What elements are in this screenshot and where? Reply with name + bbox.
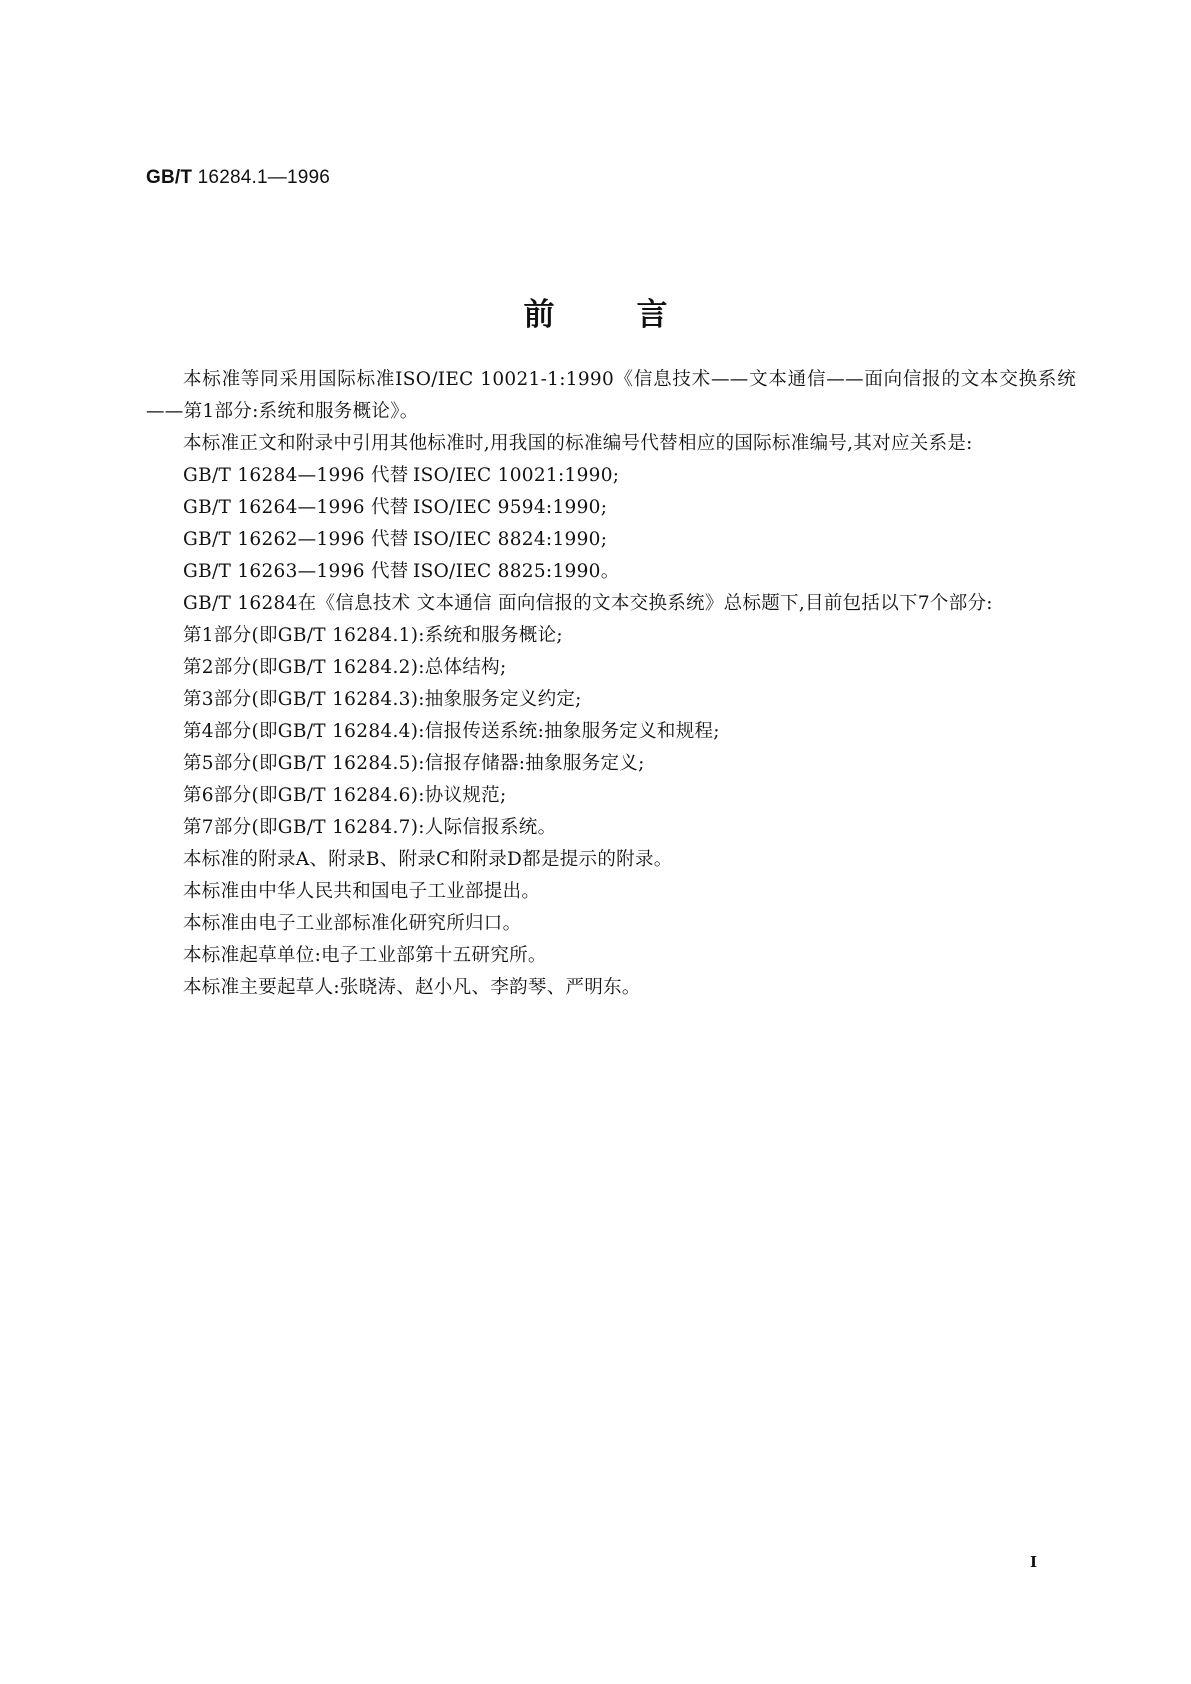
mapping-gb: GB/T 16284—1996 代替 — [183, 465, 409, 486]
drafting-unit: 本标准起草单位:电子工业部第十五研究所。 — [183, 945, 547, 966]
part-list-item: 第3部分(即GB/T 16284.3):抽象服务定义约定; — [183, 689, 582, 710]
mapping-iso: ISO/IEC 10021:1990; — [413, 465, 620, 486]
part-list-item: 第1部分(即GB/T 16284.1):系统和服务概论; — [183, 625, 563, 646]
annex-note: 本标准的附录A、附录B、附录C和附录D都是提示的附录。 — [183, 849, 673, 870]
series-intro-paragraph: GB/T 16284在《信息技术 文本通信 面向信报的文本交换系统》总标题下,目前包括以下7个部分: — [183, 593, 993, 614]
page-title: 前言 — [523, 297, 750, 333]
standard-code-header — [146, 167, 330, 189]
managed-by: 本标准由电子工业部标准化研究所归口。 — [183, 913, 522, 934]
standard-code-number: 16284.1—1996 — [192, 167, 331, 188]
mapping-row — [146, 460, 1076, 492]
mapping-iso: ISO/IEC 8825:1990。 — [413, 561, 620, 582]
part-list-item: 第5部分(即GB/T 16284.5):信报存储器:抽象服务定义; — [183, 753, 645, 774]
adoption-paragraph: 本标准等同采用国际标准ISO/IEC 10021-1:1990《信息技术——文本通信——面向信报的文本交换系统——第1部分:系统和服务概论》。 — [146, 369, 1076, 422]
part-list-item: 第6部分(即GB/T 16284.6):协议规范; — [183, 785, 507, 806]
foreword-body — [146, 364, 1076, 1004]
mapping-gb: GB/T 16264—1996 代替 — [183, 497, 409, 518]
mapping-row — [146, 492, 1076, 524]
page-number: Ⅰ — [1030, 1553, 1038, 1571]
drafters: 本标准主要起草人:张晓涛、赵小凡、李韵琴、严明东。 — [183, 977, 641, 998]
proposed-by: 本标准由中华人民共和国电子工业部提出。 — [183, 881, 541, 902]
standard-code-prefix: GB/T — [146, 167, 193, 188]
reference-intro-paragraph: 本标准正文和附录中引用其他标准时,用我国的标准编号代替相应的国际标准编号,其对应关系是: — [183, 433, 973, 454]
mapping-iso: ISO/IEC 8824:1990; — [413, 529, 608, 550]
mapping-row — [146, 556, 1076, 588]
mapping-gb: GB/T 16263—1996 代替 — [183, 561, 409, 582]
part-list-item: 第4部分(即GB/T 16284.4):信报传送系统:抽象服务定义和规程; — [183, 721, 720, 742]
mapping-iso: ISO/IEC 9594:1990; — [413, 497, 608, 518]
mapping-gb: GB/T 16262—1996 代替 — [183, 529, 409, 550]
part-list-item: 第2部分(即GB/T 16284.2):总体结构; — [183, 657, 507, 678]
part-list-item: 第7部分(即GB/T 16284.7):人际信报系统。 — [183, 817, 557, 838]
mapping-row — [146, 524, 1076, 556]
